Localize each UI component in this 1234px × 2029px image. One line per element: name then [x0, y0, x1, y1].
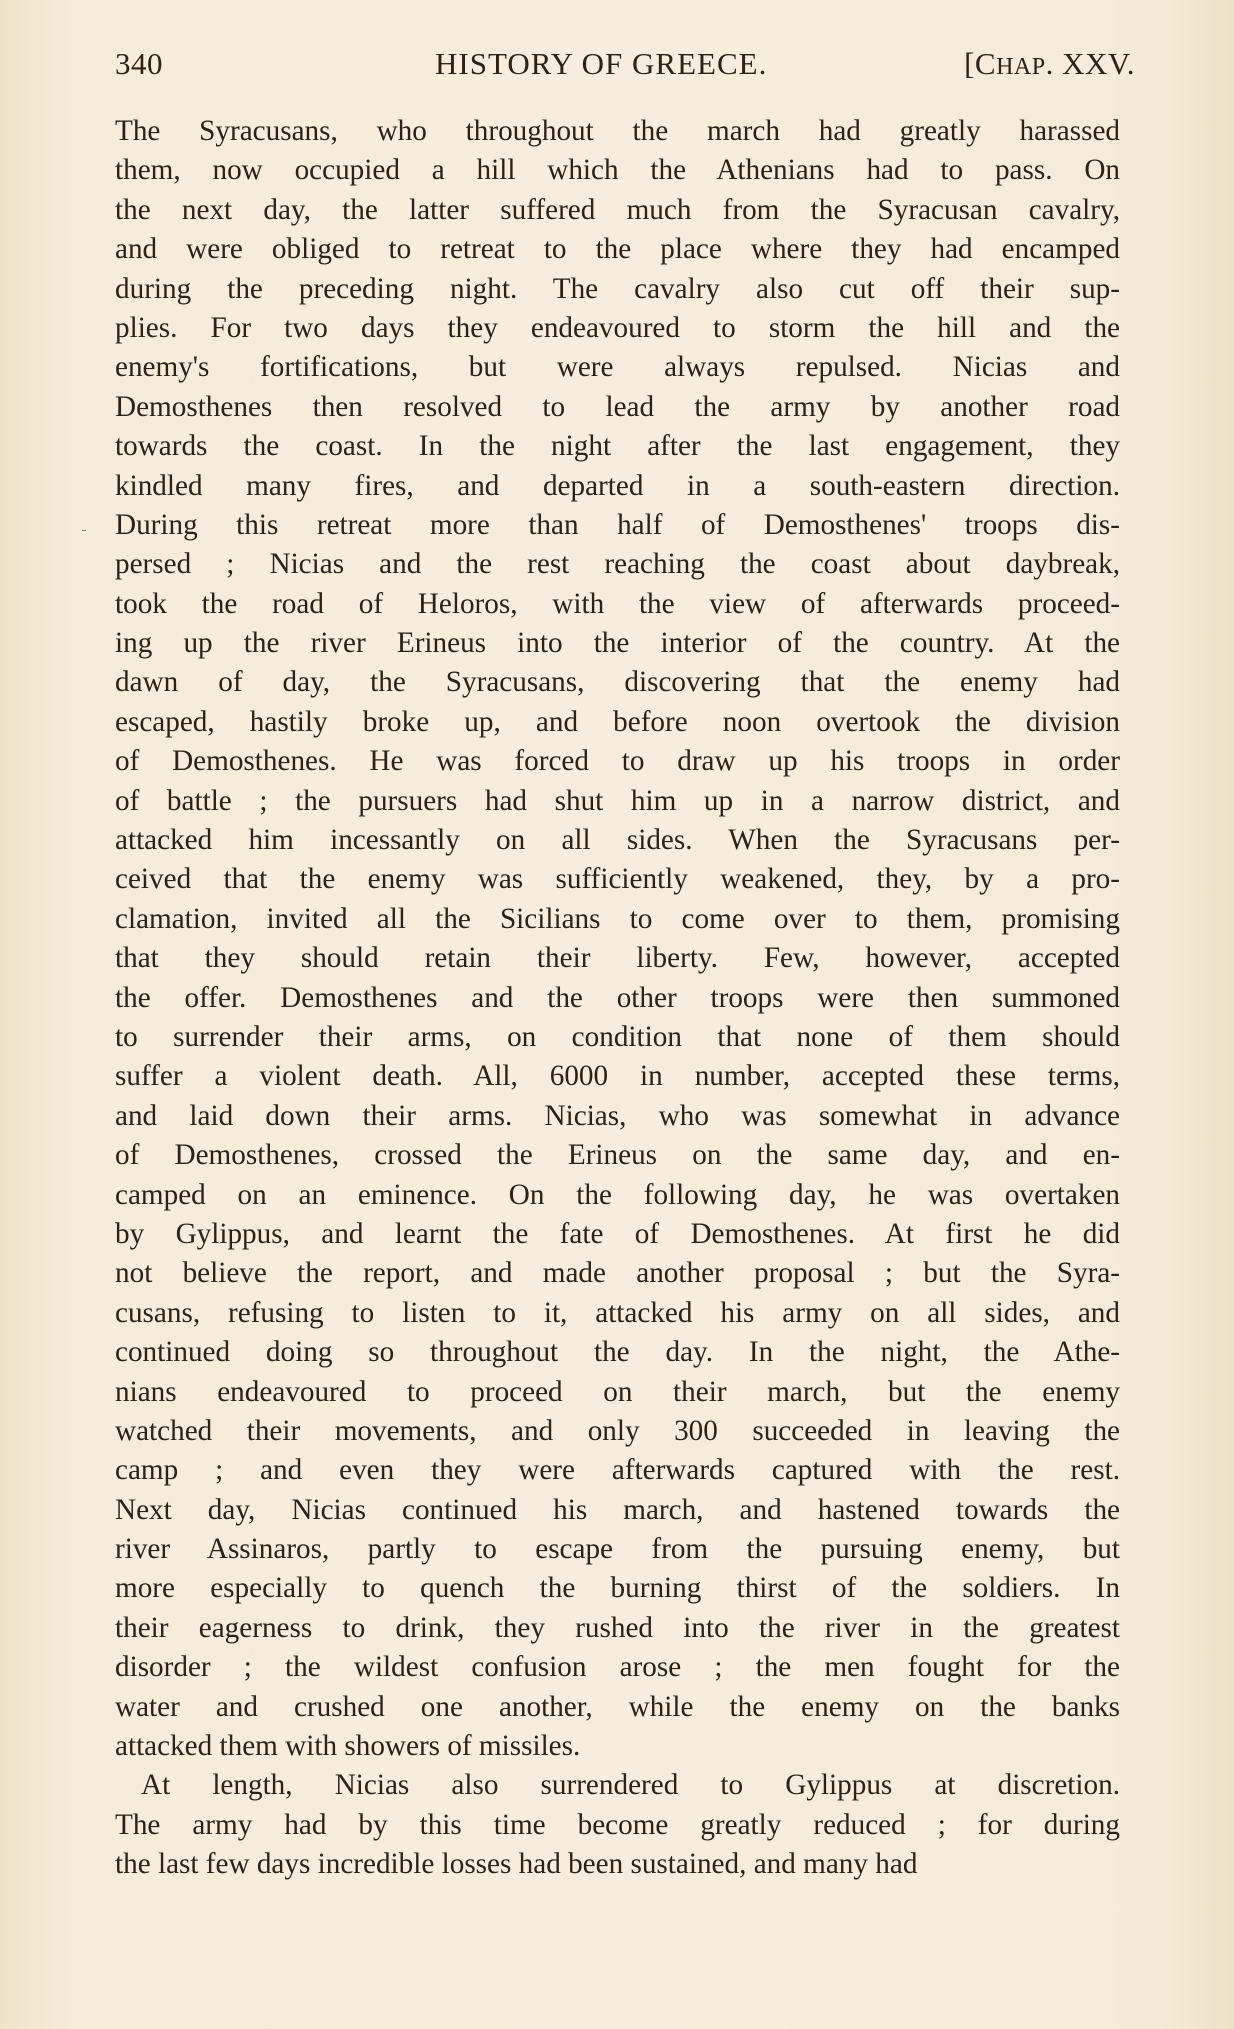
text-line: to surrender their arms, on condition that none of them should [115, 1020, 1120, 1053]
text-line: of Demosthenes. He was forced to draw up his troops in order [115, 745, 1120, 778]
text-line: disorder ; the wildest confusion arose ; the men fought for the [115, 1651, 1120, 1684]
text-line: escaped, hastily broke up, and before noon overtook the division [115, 705, 1120, 738]
text-line: their eagerness to drink, they rushed into the river in the greatest [115, 1611, 1120, 1644]
text-line: continued doing so throughout the day. In the night, the Athe- [115, 1336, 1120, 1369]
text-line: dawn of day, the Syracusans, discovering that the enemy had [115, 666, 1120, 699]
text-line: not believe the report, and made another proposal ; but the Syra- [115, 1257, 1120, 1290]
text-line: ing up the river Erineus into the interior of the country. At the [115, 627, 1120, 660]
text-line: kindled many fires, and departed in a south-eastern direction. [115, 469, 1120, 502]
text-line: The Syracusans, who throughout the march had greatly harassed [115, 115, 1120, 147]
text-line: river Assinaros, partly to escape from the pursuing enemy, but [115, 1533, 1120, 1566]
text-line: Next day, Nicias continued his march, and hastened towards the [115, 1493, 1120, 1526]
text-line: that they should retain their liberty. Few, however, accepted [115, 942, 1120, 975]
text-line: during the preceding night. The cavalry also cut off their sup- [115, 272, 1120, 305]
text-line: plies. For two days they endeavoured to storm the hill and the [115, 311, 1120, 344]
text-line: of battle ; the pursuers had shut him up in a narrow district, and [115, 784, 1120, 817]
paragraph [115, 1766, 1120, 1884]
text-line: and were obliged to retreat to the place where they had encamped [115, 233, 1120, 266]
text-line: took the road of Heloros, with the view of afterwards proceed- [115, 587, 1120, 620]
text-line: of Demosthenes, crossed the Erineus on the same day, and en- [115, 1139, 1120, 1172]
text-line: attacked them with showers of missiles. [115, 1730, 581, 1763]
running-header [115, 46, 1135, 86]
text-line: ceived that the enemy was sufficiently weakened, they, by a pro- [115, 863, 1120, 896]
running-title: HISTORY OF GREECE. [435, 46, 768, 81]
margin-mark [82, 530, 86, 531]
text-line: the next day, the latter suffered much from the Syracusan cavalry, [115, 193, 1120, 226]
text-line: Demosthenes then resolved to lead the army by another road [115, 390, 1120, 423]
text-line: camped on an eminence. On the following day, he was overtaken [115, 1178, 1120, 1211]
text-line: the last few days incredible losses had been sustained, and many had [115, 1848, 918, 1881]
paragraph [115, 112, 1120, 1766]
text-line: and laid down their arms. Nicias, who was somewhat in advance [115, 1099, 1120, 1132]
body-text [115, 112, 1120, 1885]
text-line: camp ; and even they were afterwards captured with the rest. [115, 1454, 1120, 1487]
text-line: water and crushed one another, while the enemy on the banks [115, 1690, 1120, 1723]
chapter-label [964, 46, 1135, 82]
text-line: enemy's fortifications, but were always repulsed. Nicias and [115, 351, 1120, 384]
page-number: 340 [115, 46, 163, 81]
text-line: The army had by this time become greatly reduced ; for during [115, 1808, 1120, 1841]
text-line: At length, Nicias also surrendered to Gylippus at discretion. [141, 1769, 1120, 1802]
chapter-label-open: [C [964, 46, 997, 81]
text-line: cusans, refusing to listen to it, attacked his army on all sides, and [115, 1296, 1120, 1329]
text-line: clamation, invited all the Sicilians to come over to them, promising [115, 902, 1120, 935]
text-line: suffer a violent death. All, 6000 in number, accepted these terms, [115, 1060, 1120, 1093]
chapter-label-smallcaps: HAP [996, 54, 1046, 80]
text-line: During this retreat more than half of Demosthenes' troops dis- [115, 508, 1120, 541]
text-line: attacked him incessantly on all sides. When the Syracusans per- [115, 824, 1120, 857]
text-line: them, now occupied a hill which the Athenians had to pass. On [115, 154, 1120, 187]
text-line: more especially to quench the burning thirst of the soldiers. In [115, 1572, 1120, 1605]
text-line: by Gylippus, and learnt the fate of Demosthenes. At first he did [115, 1217, 1120, 1250]
text-line: nians endeavoured to proceed on their march, but the enemy [115, 1375, 1120, 1408]
text-line: towards the coast. In the night after the last engagement, they [115, 430, 1120, 463]
text-line: persed ; Nicias and the rest reaching the coast about daybreak, [115, 548, 1120, 581]
text-line: watched their movements, and only 300 succeeded in leaving the [115, 1414, 1120, 1447]
text-line: the offer. Demosthenes and the other troops were then summoned [115, 981, 1120, 1014]
chapter-label-rest: . XXV. [1045, 46, 1135, 81]
